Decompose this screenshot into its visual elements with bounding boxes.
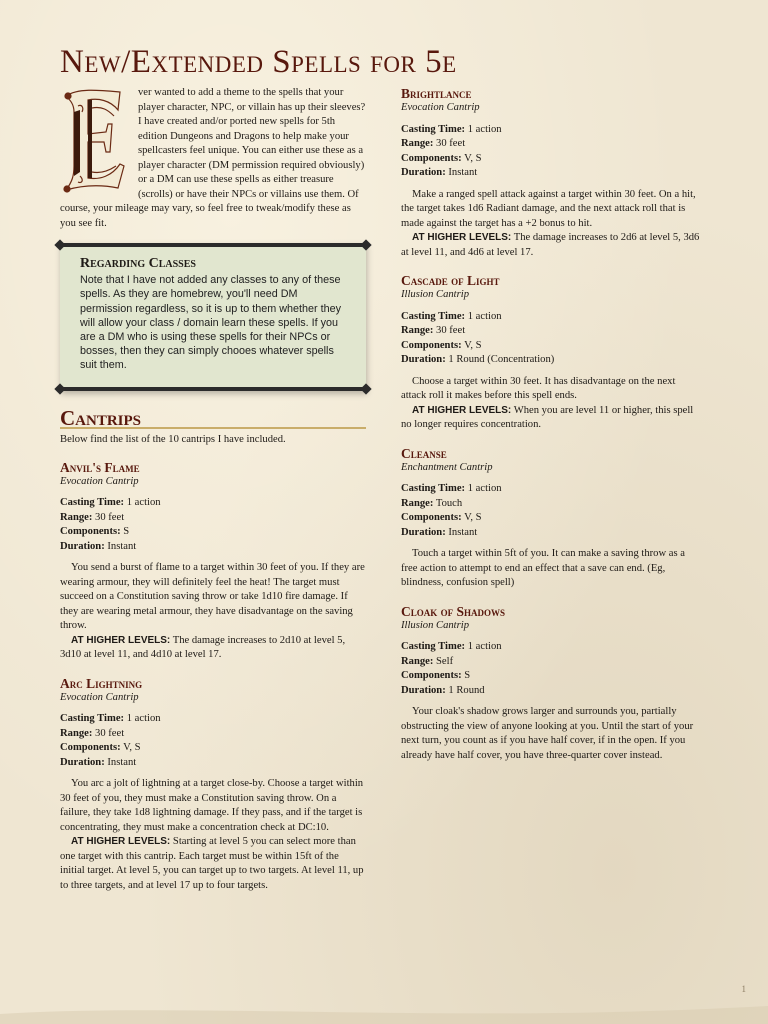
- spell-stats: Casting Time: 1 action Range: 30 feet Components: V, S Duration: Instant: [401, 123, 502, 178]
- spell-type: Evocation Cantrip: [401, 102, 480, 113]
- right-column: [401, 86, 701, 776]
- spell-block-cleanse: [401, 446, 701, 591]
- left-column: [60, 86, 366, 906]
- spell-description: Choose a target within 30 feet. It has disadvantage on the next attack roll it makes before this spell ends.: [401, 375, 676, 401]
- spell-description: Make a ranged spell attack against a target within 30 feet. On a hit, the target takes 1d6 Radiant damage, and the next attack roll that is made against the target has a +2 bonus to hit.: [401, 188, 696, 229]
- spell-stats: Casting Time: 1 action Range: 30 feet Components: V, S Duration: Instant: [60, 713, 161, 768]
- spell-block-arc-lightning: [60, 676, 366, 894]
- spell-stats: Casting Time: 1 action Range: Self Components: S Duration: 1 Round: [401, 641, 502, 696]
- spell-stats: Casting Time: 1 action Range: Touch Components: V, S Duration: Instant: [401, 483, 502, 538]
- spell-name: Cleanse: [401, 445, 447, 461]
- spell-description: Touch a target within 5ft of you. It can make a saving throw as a free action to attempt to end an effect that a save can end. (Eg, blindness, confusion spell): [401, 548, 685, 588]
- spell-stats: Casting Time: 1 action Range: 30 feet Components: V, S Duration: 1 Round (Concentration): [401, 310, 555, 365]
- spell-higher-levels: AT HIGHER LEVELS: When you are level 11 or higher, this spell no longer requires concentration.: [401, 404, 694, 430]
- decorative-dropcap-e-icon: [58, 86, 130, 196]
- spell-name: Anvil's Flame: [60, 459, 140, 475]
- spell-stats: Casting Time: 1 action Range: 30 feet Components: S Duration: Instant: [60, 497, 161, 552]
- footer-decoration-icon: [0, 984, 768, 1024]
- spell-type: Evocation Cantrip: [60, 691, 139, 703]
- page-title: New/Extended Spells for 5e: [60, 44, 457, 80]
- intro-text: ver wanted to add a theme to the spells that your player character, NPC, or villain has up their sleeves? I have created and/or ported new spells for 5th edition Dungeons and Dragons to help make your spellcasters feel unique. You can either use these as a player character (DM permission required obviously) or a DM can use these spells as either treasure (scrolls) or have their NPCs or villains use them. Of course, your mileage may vary, so feel free to tweak/modify these as you see fit.: [60, 87, 366, 229]
- spell-name: Arc Lightning: [60, 675, 143, 691]
- spell-block-brightlance: [401, 86, 701, 260]
- page-number: 1: [741, 984, 746, 994]
- spell-type: Enchantment Cantrip: [401, 461, 493, 473]
- regarding-classes-note: [60, 243, 366, 391]
- spell-description: Your cloak's shadow grows larger and surrounds you, partially obstructing the view of anyone looking at you. Until the start of your next turn, you count as if you have half cover, if in the open. If you already have half cover, you have three-quarter cover instead.: [401, 706, 694, 761]
- spell-block-cascade-of-light: [401, 273, 701, 433]
- spell-type: Illusion Cantrip: [401, 289, 469, 300]
- note-heading: Regarding Classes: [80, 256, 196, 271]
- intro-paragraph: [60, 86, 366, 231]
- spell-description: You send a burst of flame to a target within 30 feet of you. If they are wearing armour, they will definitely feel the heat! The target must succeed on a Constitution saving throw or take 1d10 fire damage. If they are wearing metal armour, they have disadvantage on the saving throw.: [60, 562, 365, 632]
- spell-block-cloak-of-shadows: [401, 604, 701, 764]
- spell-type: Illusion Cantrip: [401, 619, 469, 631]
- spell-higher-levels: AT HIGHER LEVELS: Starting at level 5 you can select more than one target with this cantrip. Each target must be within 15ft of the initial target. At level 5, you can target up to two targets. At level 11, up to three targets, and at level 17 up to four targets.: [60, 836, 364, 891]
- note-text: Note that I have not added any classes to any of these spells. As they are homebrew, you'll need DM permission regardless, so it is up to them whether they will allow your class / domain learn these spells. If you are a DM who is using these spells for their NPCs or bosses, then they can simply chooes whatever spells suit them.: [80, 274, 342, 372]
- spell-type: Evocation Cantrip: [60, 475, 139, 487]
- cantrips-heading: Cantrips: [60, 411, 366, 430]
- spell-name: Cloak of Shadows: [401, 603, 506, 619]
- spell-higher-levels: AT HIGHER LEVELS: The damage increases to 2d10 at level 5, 3d10 at level 11, and 4d10 at level 17.: [60, 634, 346, 661]
- spell-name: Brightlance: [401, 86, 472, 101]
- spell-block-anvils-flame: [60, 460, 366, 663]
- spell-description: You arc a jolt of lightning at a target close-by. Choose a target within 30 feet of you, they must make a Constitution saving throw. On a failure, they take 1d8 lightning damage. If they pass, and if the target is concentrating, they must make a concentration check at DC:10.: [60, 778, 364, 833]
- spell-higher-levels: AT HIGHER LEVELS: The damage increases to 2d6 at level 5, 3d6 at level 11, and 4d6 at level 17.: [401, 232, 700, 258]
- spell-name: Cascade of Light: [401, 273, 500, 288]
- cantrips-intro: Below find the list of the 10 cantrips I have included.: [60, 434, 286, 446]
